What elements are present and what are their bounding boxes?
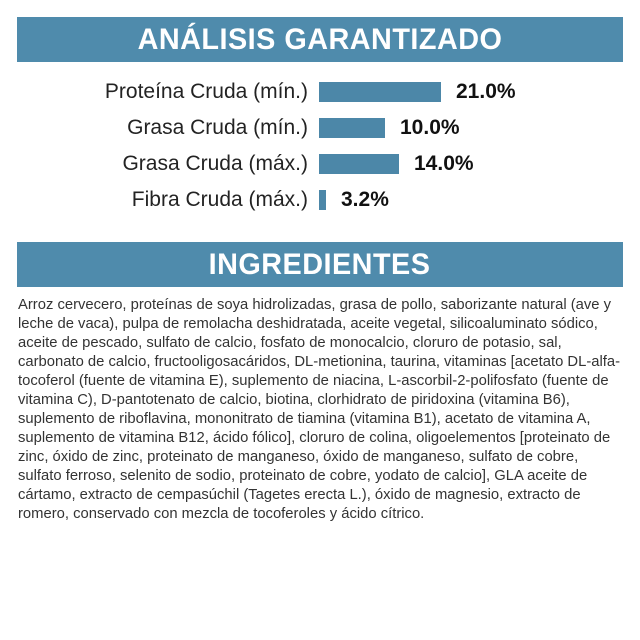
ingredients-header-title: INGREDIENTES [209, 247, 431, 281]
nutrient-value: 3.2% [341, 188, 389, 211]
nutrient-value: 21.0% [456, 80, 516, 103]
nutrient-value: 10.0% [400, 116, 460, 139]
analysis-row [17, 182, 623, 218]
analysis-header-banner [17, 17, 623, 62]
nutrient-label: Grasa Cruda (máx.) [122, 152, 308, 175]
analysis-row [17, 74, 623, 110]
nutrient-bar [319, 190, 326, 210]
analysis-header-title: ANÁLISIS GARANTIZADO [137, 22, 503, 56]
nutrient-bar [319, 82, 441, 102]
nutrient-bar [319, 118, 385, 138]
ingredients-header-banner [17, 242, 623, 287]
nutrient-label: Proteína Cruda (mín.) [104, 80, 308, 103]
ingredients-paragraph: Arroz cervecero, proteínas de soya hidrolizadas, grasa de pollo, saborizante natural (ave y leche de vaca), pulpa de remolacha deshidratada, aceite vegetal, silicoaluminato sódico, aceite de pescado, sulfato de calcio, fosfato de monocalcio, cloruro de potasio, sal, carbonato de calcio, fructooligosacáridos, DL-metionina, taurina, vitaminas [acetato DL-alfa-tocoferol (fuente de vitamina E), suplemento de niacina, L-ascorbil-2-polifosfato (fuente de vitamina C), D-pantotenato de calcio, biotina, clorhidrato de piridoxina (vitamina B6), suplemento de riboflavina, mononitrato de tiamina (vitamina B1), acetato de vitamina A, suplemento de vitamina B12, ácido fólico], cloruro de colina, oligoelementos [proteinato de zinc, óxido de zinc, proteinato de manganeso, óxido de manganeso, sulfato de cobre, sulfato ferroso, selenito de sodio, proteinato de cobre, yodato de calcio], GLA aceite de cártamo, extracto de cempasúchil (Tagetes erecta L.), óxido de magnesio, extracto de romero, conservado con mezcla de tocoferoles y ácido cítrico. [18, 297, 621, 522]
nutrient-label: Fibra Cruda (máx.) [131, 188, 308, 211]
nutrient-bar [319, 154, 399, 174]
nutrient-value: 14.0% [414, 152, 474, 175]
analysis-row [17, 146, 623, 182]
nutrient-label: Grasa Cruda (mín.) [127, 116, 308, 139]
analysis-row [17, 110, 623, 146]
guaranteed-analysis-bar-chart [17, 74, 623, 218]
